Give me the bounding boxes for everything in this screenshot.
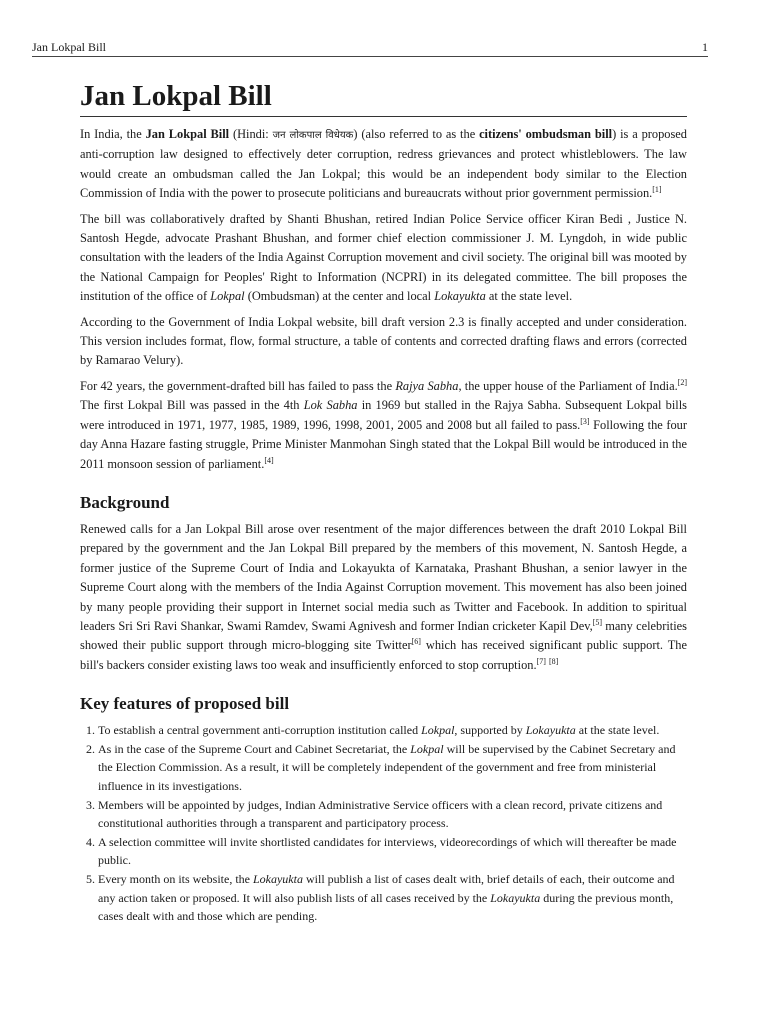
citation-link[interactable]: [5] <box>592 617 603 627</box>
text: To establish a central government anti-corruption institution called <box>98 723 422 738</box>
citation-link[interactable]: [8] <box>549 656 559 666</box>
text: Following the four day Anna Hazare fasting struggle, Prime Minister Manmohan Singh stated that the Lokpal Bill would be introduced in the 2011 monsoon session of parliament. <box>80 417 687 471</box>
text: at the state level. <box>485 289 573 304</box>
text: The first Lokpal Bill was passed in the 4th <box>80 398 304 413</box>
list-item: 3. Members will be appointed by judges, Indian Administrative Service officers with a clean record, private citizens and constitutional authorities through a transparent and participatory process. <box>98 796 687 833</box>
text: ) (also referred to as the <box>353 127 480 141</box>
list-item <box>98 870 687 926</box>
text: , the upper house of the Parliament of India. <box>458 378 678 393</box>
citation-link[interactable]: [3] <box>580 416 590 426</box>
text: For 42 years, the government-drafted bill has failed to pass the <box>80 378 396 393</box>
intro-paragraph-3: According to the Government of India Lokpal website, bill draft version 2.3 is finally accepted and under consideration. This version includes format, flow, formal structure, a table of contents and corrected drafting flaws and errors (corrected by Ramarao Velury). <box>80 314 687 368</box>
list-item: 4. A selection committee will invite shortlisted candidates for interviews, videorecordings of which will thereafter be made public. <box>98 833 687 870</box>
page-number: 1 <box>702 40 708 54</box>
intro-paragraph-2 <box>80 210 687 307</box>
background-paragraph <box>80 520 687 675</box>
section-heading-background: Background <box>80 492 170 512</box>
bold-term: citizens' ombudsman bill <box>479 127 613 141</box>
article-body <box>80 125 687 926</box>
running-title: Jan Lokpal Bill <box>32 40 106 54</box>
intro-paragraph-1 <box>80 125 687 204</box>
text: , supported by <box>454 723 526 738</box>
text: in 1969 but stalled in the Rajya Sabha. Subsequent Lokpal bills were introduced in 1971, 1977, 1985, 1989, 1996, 1998, 2001, 2005 and 2008 but all failed to pass. <box>80 398 687 432</box>
list-item <box>98 740 687 796</box>
text: during the previous month, cases dealt with and those which are pending. <box>98 890 674 924</box>
bold-term: Jan Lokpal Bill <box>145 127 230 141</box>
text: Every month on its website, the <box>98 871 253 886</box>
text: The bill was collaboratively drafted by Shanti Bhushan, retired Indian Police Service officer Kiran Bedi , Justice N. Santosh Hegde, advocate Prashant Bhushan, and former chief election commissioner J. M. Lyngdoh, in wide public consultation with the leaders of the India Against Corruption movement and civil society. The original bill was mooted by the National Campaign for Peoples' Right to Information (NCPRI) in its delegated committee. The bill proposes the institution of the office of <box>80 211 687 304</box>
italic-term: Lokayukta <box>252 871 303 886</box>
italic-term: Lokayukta <box>490 890 541 905</box>
citation-link[interactable]: [1] <box>652 185 662 195</box>
intro-paragraph-4 <box>80 377 687 474</box>
text: at the state level. <box>575 723 660 738</box>
hindi-text: जन लोकपाल विधेयक <box>272 130 354 141</box>
text: ) is a proposed anti-corruption law designed to effectively deter corruption, redress grievances and protect whistleblowers. The law would create an ombudsman called the Jan Lokpal; this would be an independent body similar to the Election Commission of India with the power to prosecute politicians and bureaucrats without prior government permission. <box>80 127 687 201</box>
citation-link[interactable]: [2] <box>677 377 688 387</box>
citation-link[interactable]: [6] <box>411 637 421 647</box>
text: many celebrities showed their public support through micro-blogging site Twitter <box>80 618 687 653</box>
text: As in the case of the Supreme Court and Cabinet Secretariat, the <box>98 741 411 756</box>
italic-term: Rajya Sabha <box>395 378 459 393</box>
features-list <box>80 721 687 926</box>
running-header <box>32 40 708 57</box>
citation-link[interactable]: [7] <box>536 656 546 666</box>
text: (Hindi: <box>229 127 273 141</box>
text: Renewed calls for a Jan Lokpal Bill arose over resentment of the major differences between the draft 2010 Lokpal Bill prepared by the government and the Jan Lokpal Bill prepared by the members of this movement, N. Santosh Hegde, a former justice of the Supreme Court of India and Lokayukta of Karnataka, Prashant Bhushan, a senior lawyer in the Supreme Court along with the members of the India Against Corruption movement. This movement has also been joined by many people providing their support in Internet social media such as Twitter and Facebook. In addition to spiritual leaders Sri Sri Ravi Shankar, Swami Ramdev, Swami Agnivesh and former Indian cricketer Kapil Dev, <box>80 521 687 633</box>
article-title: Jan Lokpal Bill <box>80 78 687 117</box>
text: will be supervised by the Cabinet Secretary and the Election Commission. As a result, it will be completely independent of the government and free from ministerial influence in its investigations. <box>98 741 676 793</box>
italic-term: Lokpal <box>421 723 455 738</box>
text: In India, the <box>80 127 146 141</box>
citation-link[interactable]: [4] <box>264 455 274 465</box>
italic-term: Lokayukta <box>525 723 576 738</box>
italic-term: Lok Sabha <box>303 398 358 413</box>
italic-term: Lokayukta <box>434 289 486 304</box>
text: which has received significant public support. The bill's backers consider existing laws too weak and insufficiently enforced to stop corruption. <box>80 638 687 672</box>
text: (Ombudsman) at the center and local <box>244 289 435 304</box>
italic-term: Lokpal <box>410 741 444 756</box>
list-item <box>98 721 687 740</box>
text: will publish a list of cases dealt with, brief details of each, their outcome and any action taken or proposed. It will also publish lists of all cases received by the <box>98 871 675 905</box>
italic-term: Lokpal <box>210 289 245 304</box>
section-heading-key-features: Key features of proposed bill <box>80 694 290 714</box>
